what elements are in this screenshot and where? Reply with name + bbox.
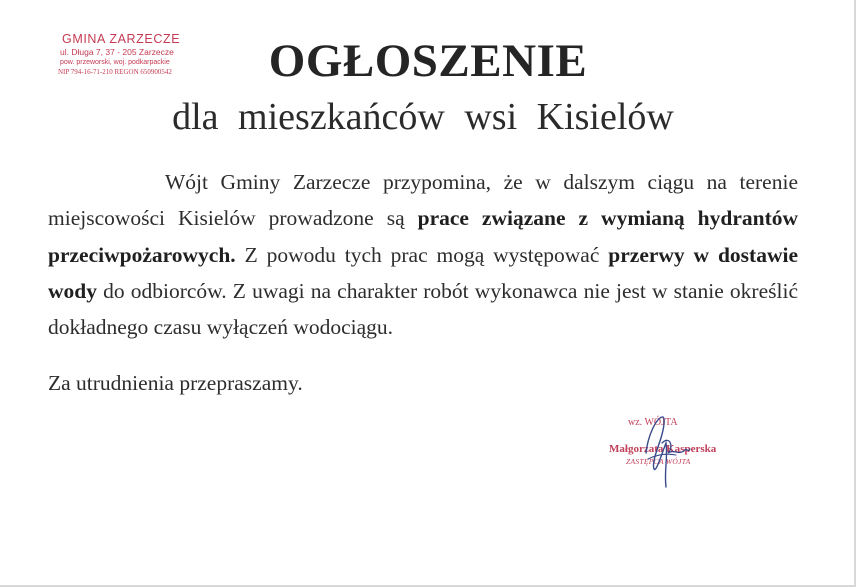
body-text-3: do odbiorców. Z uwagi na charakter robót wykonawca nie jest w stanie określić dokładnego czasu wyłączeń wodociągu.: [48, 278, 798, 340]
signature-name: Małgorzata Kasperska: [609, 443, 717, 455]
announcement-title: OGŁOSZENIE: [268, 35, 588, 87]
body-bold-works: prace związane z wymianą hydrantów przeciwpożarowych.: [48, 206, 799, 267]
announcement-subtitle: dla mieszkańców wsi Kisielów: [172, 96, 674, 138]
announcement-body: [48, 164, 798, 345]
stamp-title: GMINA ZARZECZE: [62, 32, 181, 46]
signature-title: ZASTĘPCA WÓJTA: [626, 457, 691, 466]
stamp-region: pow. przeworski, woj. podkarpackie: [60, 59, 170, 67]
body-paragraph: [48, 164, 798, 345]
body-text-2: Z powodu tych prac mogą występować: [235, 242, 609, 267]
body-bold-water-outage: przerwy w dostawie wody: [48, 242, 798, 303]
closing-line: Za utrudnienia przepraszamy.: [48, 371, 303, 395]
stamp-address: ul. Długa 7, 37 - 205 Zarzecze: [60, 47, 174, 58]
stamp-ids: NIP 794-16-71-210 REGON 650900542: [58, 68, 172, 77]
handwritten-signature-icon: [604, 413, 764, 493]
signature-block: [604, 413, 764, 493]
body-text-1: Wójt Gminy Zarzecze przypomina, że w dalszym ciągu na terenie miejscowości Kisielów prowadzone są: [48, 170, 798, 231]
signature-role: wz. WÓJTA: [628, 417, 678, 428]
